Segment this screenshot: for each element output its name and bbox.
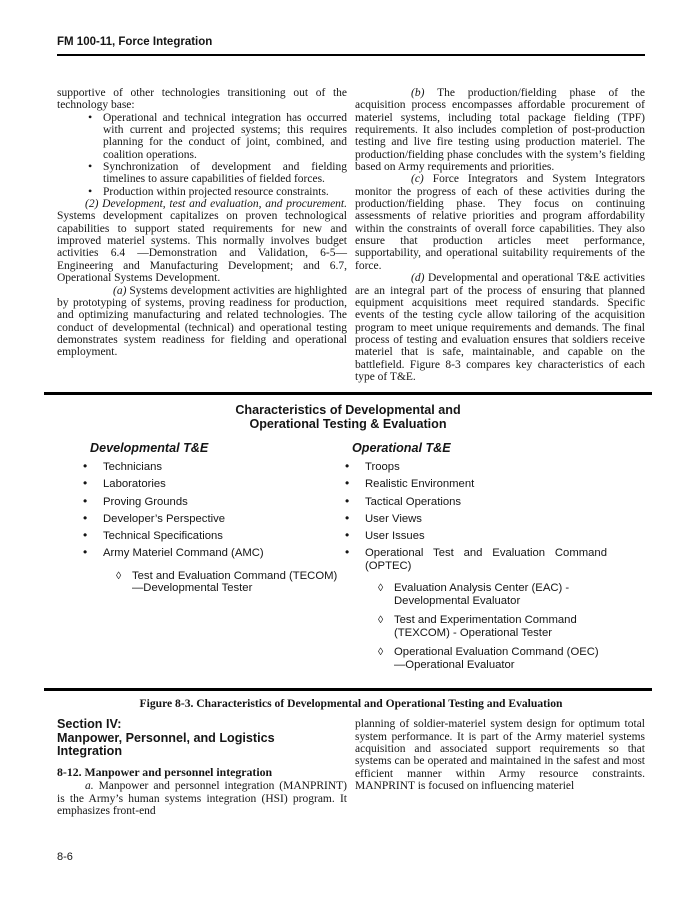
paragraph-c xyxy=(355,173,645,272)
bottom-columns xyxy=(57,718,645,817)
running-header-title: FM 100-11, Force Integration xyxy=(57,36,213,48)
list-item: • Technicians xyxy=(83,461,345,474)
paragraph-d-lead: (d) xyxy=(411,272,425,285)
paragraph-2-body: Systems development capitalizes on proven technological capabilities to support stated requirements for new and improved materiel systems. This normally involves budget activities 6.4 —Demonstration and Validation, 6-5— Engineering and Manufacturing Development; and 6.7, Operational Systems Development. xyxy=(57,210,347,285)
figure-columns xyxy=(44,442,652,678)
paragraph-c-lead: (c) xyxy=(411,173,424,186)
paragraph-2-lead: (2) Development, test and evaluation, and procurement. xyxy=(85,198,347,211)
figure-left-column xyxy=(83,442,345,678)
list-item: • User Issues xyxy=(345,530,607,543)
figure-title-line1: Characteristics of Developmental and xyxy=(235,403,461,418)
figure-title xyxy=(44,404,652,431)
paragraph-d-body: Developmental and operational T&E activities are an integral part of the process of ensuring that planned equipment acquisitions meet required standards. Specific events of the testing cycle allow tailoring of the acquisition program to meet unique requirements and demands. The final process of testing and evaluation ensures that soldiers receive materiel that is safe, maintainable, and capable on the battlefield. Figure 8-3 compares key characteristics of each type of T&E. xyxy=(355,272,645,383)
list-item: • Operational Test and Evaluation Command (OPTEC) xyxy=(345,547,607,572)
subsection-heading: 8-12. Manpower and personnel integration xyxy=(57,765,273,780)
figure-8-3-box xyxy=(44,392,652,691)
section-heading xyxy=(57,718,347,758)
figure-right-header: Operational T&E xyxy=(352,441,451,456)
list-item: • Tactical Operations xyxy=(345,496,607,509)
paragraph-manprint-lead: a. xyxy=(85,780,94,793)
paragraph-d xyxy=(355,272,645,383)
section-heading-line2: Manpower, Personnel, and Logistics xyxy=(57,730,275,745)
section-heading-line3: Integration xyxy=(57,743,123,758)
paragraph-intro: supportive of other technologies transitioning out of the technology base: xyxy=(57,87,347,112)
page-number: 8-6 xyxy=(57,851,73,863)
paragraph-planning: planning of soldier-materiel system design for optimum total system performance. It is part of the Army materiel systems acquisition and associated support requirements so that systems can be operated and maintained in the safest and most efficient manner within Army resource constraints. MANPRINT is focused on influencing materiel xyxy=(355,718,645,793)
paragraph-a xyxy=(57,285,347,359)
figure-left-header: Developmental T&E xyxy=(90,441,209,456)
figure-right-sublist xyxy=(345,582,607,671)
paragraph-2 xyxy=(57,198,347,284)
list-item: • Production within projected resource constraints. xyxy=(57,186,347,198)
paragraph-a-lead: (a) xyxy=(113,284,127,297)
list-item: • Army Materiel Command (AMC) xyxy=(83,547,345,560)
list-item: • Technical Specifications xyxy=(83,530,345,543)
sub-list-item: ◊ Test and Experimentation Command (TEXCOM) - Operational Tester xyxy=(345,614,607,639)
list-item: • Synchronization of development and fielding timelines to assure capabilities of fielded forces. xyxy=(57,161,347,186)
list-item: • User Views xyxy=(345,513,607,526)
paragraph-b xyxy=(355,87,645,173)
section-heading-line1: Section IV: xyxy=(57,717,122,732)
bullet-list xyxy=(57,112,347,198)
bottom-right-column xyxy=(355,718,645,817)
paragraph-b-lead: (b) xyxy=(411,87,425,99)
right-column xyxy=(355,87,645,383)
sub-list-item: ◊ Test and Evaluation Command (TECOM)—Developmental Tester xyxy=(83,570,345,595)
sub-list-item: ◊ Operational Evaluation Command (OEC)—Operational Evaluator xyxy=(345,646,607,671)
list-item: • Laboratories xyxy=(83,478,345,491)
list-item: • Proving Grounds xyxy=(83,496,345,509)
figure-caption: Figure 8-3. Characteristics of Developmental and Operational Testing and Evaluation xyxy=(139,697,563,711)
paragraph-manprint-body: Manpower and personnel integration (MANPRINT) is the Army’s human systems integration (HSI) program. It emphasizes front-end xyxy=(57,780,347,818)
list-item: • Troops xyxy=(345,461,607,474)
figure-title-line2: Operational Testing & Evaluation xyxy=(249,416,447,431)
running-header xyxy=(57,36,645,56)
figure-right-column xyxy=(345,442,607,678)
paragraph-manprint xyxy=(57,780,347,817)
body-columns xyxy=(57,87,645,383)
bottom-left-column xyxy=(57,718,347,817)
list-item: • Operational and technical integration has occurred with current and projected systems; this requires planning for the conduct of joint, combined, and coalition operations. xyxy=(57,112,347,161)
paragraph-a-body: Systems development activities are highlighted by prototyping of systems, proving readiness for production, and optimizing manufacturing and related technologies. The conduct of developmental (technical) and operational testing demonstrates system readiness for fielding and operational employment. xyxy=(57,284,347,359)
sub-list-item: ◊ Evaluation Analysis Center (EAC) - Developmental Evaluator xyxy=(345,582,607,607)
list-item: • Realistic Environment xyxy=(345,478,607,491)
left-column xyxy=(57,87,347,383)
figure-left-sublist xyxy=(83,570,345,595)
paragraph-b-body: The production/fielding phase of the acquisition process encompasses affordable procurement of materiel systems, including total package fielding (TPF) requirements. It also includes completion of post-production testing and live fire testing using production materiel. The production/fielding phase concludes with the system’s fielding based on Army requirements and priorities. xyxy=(355,87,645,174)
list-item: • Developer’s Perspective xyxy=(83,513,345,526)
paragraph-c-body: Force Integrators and System Integrators monitor the progress of each of these activities during the production/fielding phase. They focus on continuing assessments of relative priorities and program affordability within the constraints of overall force capabilities. They also ensure that production articles meet performance, supportability, and operational suitability requirements of the force. xyxy=(355,173,645,272)
